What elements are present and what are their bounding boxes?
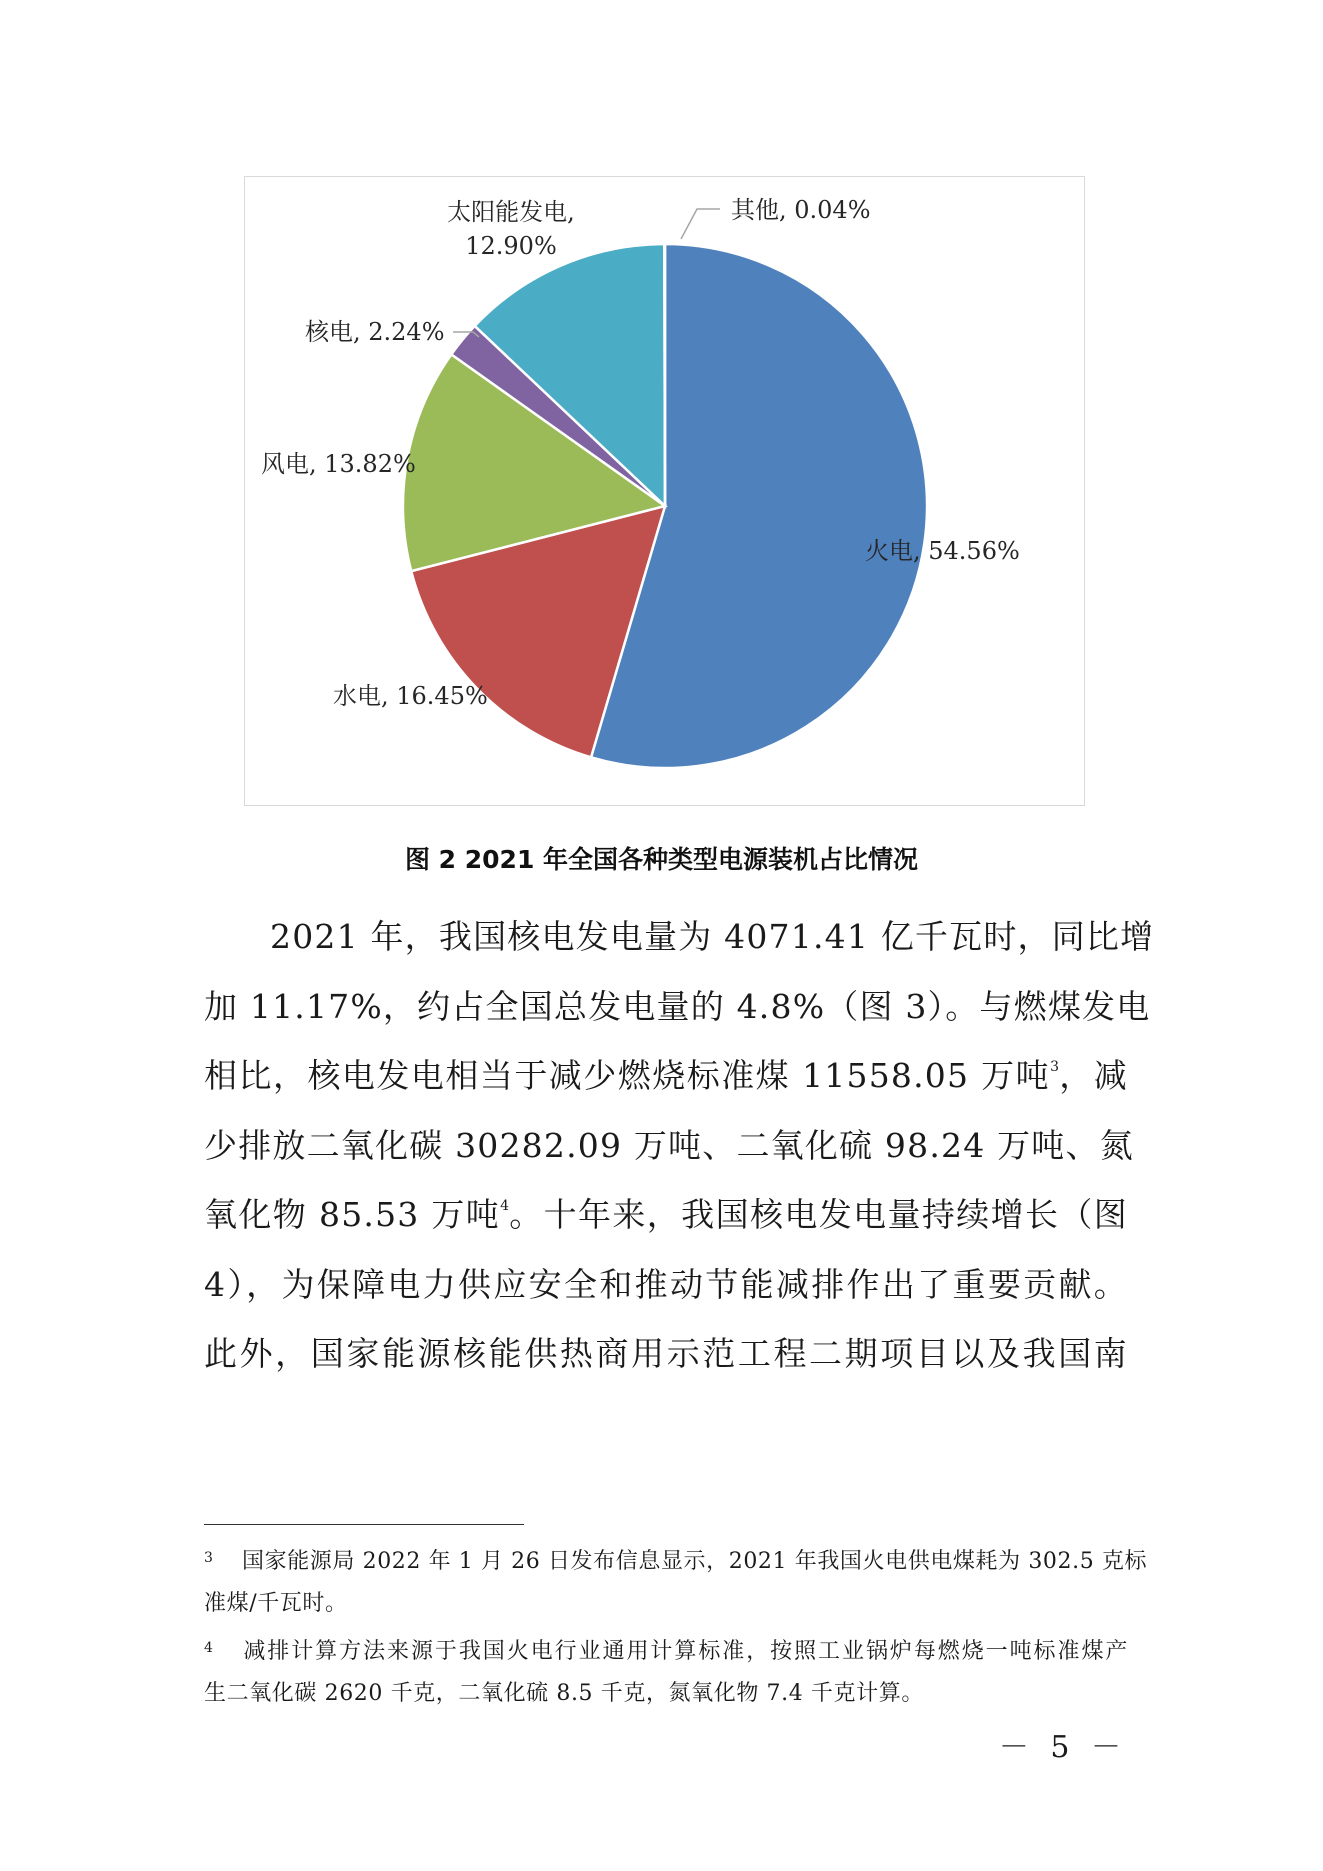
- slice-label-4: 太阳能发电, 12.90%: [447, 198, 575, 260]
- pie-chart: [245, 177, 1086, 807]
- pie-chart-frame: [244, 176, 1085, 806]
- footnote-4-line-1: 4 减排计算方法来源于我国火电行业通用计算标准，按照工业锅炉每燃烧一吨标准煤产: [204, 1626, 1128, 1671]
- body-line-3: 相比，核电发电相当于减少燃烧标准煤 11558.05 万吨$^3$，减: [204, 1056, 1128, 1095]
- footnote-ref-3[interactable]: 3: [1050, 1059, 1060, 1075]
- leader-line-5: [681, 209, 720, 239]
- footnote-3-mark: 3: [204, 1550, 214, 1566]
- body-line-1: 2021 年，我国核电发电量为 4071.41 亿千瓦时，同比增: [270, 917, 1155, 956]
- slice-label-0: 火电, 54.56%: [865, 537, 1020, 565]
- body-paragraph: [204, 902, 1155, 1389]
- slice-label-3: 核电, 2.24%: [305, 318, 445, 346]
- pie-slice-5: [664, 244, 665, 506]
- footnote-3-line-1: 3 国家能源局 2022 年 1 月 26 日发布信息显示，2021 年我国火电供电煤耗为 302.5 克标: [204, 1536, 1128, 1581]
- slice-label-5: 其他, 0.04%: [731, 196, 871, 224]
- body-line-5: 氧化物 85.53 万吨$^4$。十年来，我国核电发电量持续增长（图: [204, 1195, 1128, 1234]
- footnote-4-line-2: 生二氧化碳 2620 千克，二氧化硫 8.5 千克，氮氧化物 7.4 千克计算。: [204, 1681, 924, 1706]
- footnotes: [204, 1536, 1148, 1716]
- footnote-ref-4[interactable]: 4: [500, 1198, 510, 1214]
- body-line-6: 4），为保障电力供应安全和推动节能减排作出了重要贡献。: [204, 1264, 1128, 1304]
- body-line-4: 少排放二氧化碳 30282.09 万吨、二氧化硫 98.24 万吨、氮: [204, 1125, 1134, 1165]
- footnote-separator: [204, 1524, 524, 1525]
- slice-label-1: 水电, 16.45%: [333, 682, 488, 710]
- slice-label-2: 风电, 13.82%: [261, 450, 416, 478]
- footnote-3-line-2: 准煤/千瓦时。: [204, 1591, 348, 1616]
- footnote-4-mark: 4: [204, 1640, 214, 1656]
- page-number: － 5 －: [998, 1730, 1127, 1765]
- figure-caption: 图 2 2021 年全国各种类型电源装机占比情况: [404, 845, 919, 874]
- body-line-7: 此外，国家能源核能供热商用示范工程二期项目以及我国南: [204, 1334, 1128, 1373]
- body-line-2: 加 11.17%，约占全国总发电量的 4.8%（图 3）。与燃煤发电: [204, 986, 1151, 1026]
